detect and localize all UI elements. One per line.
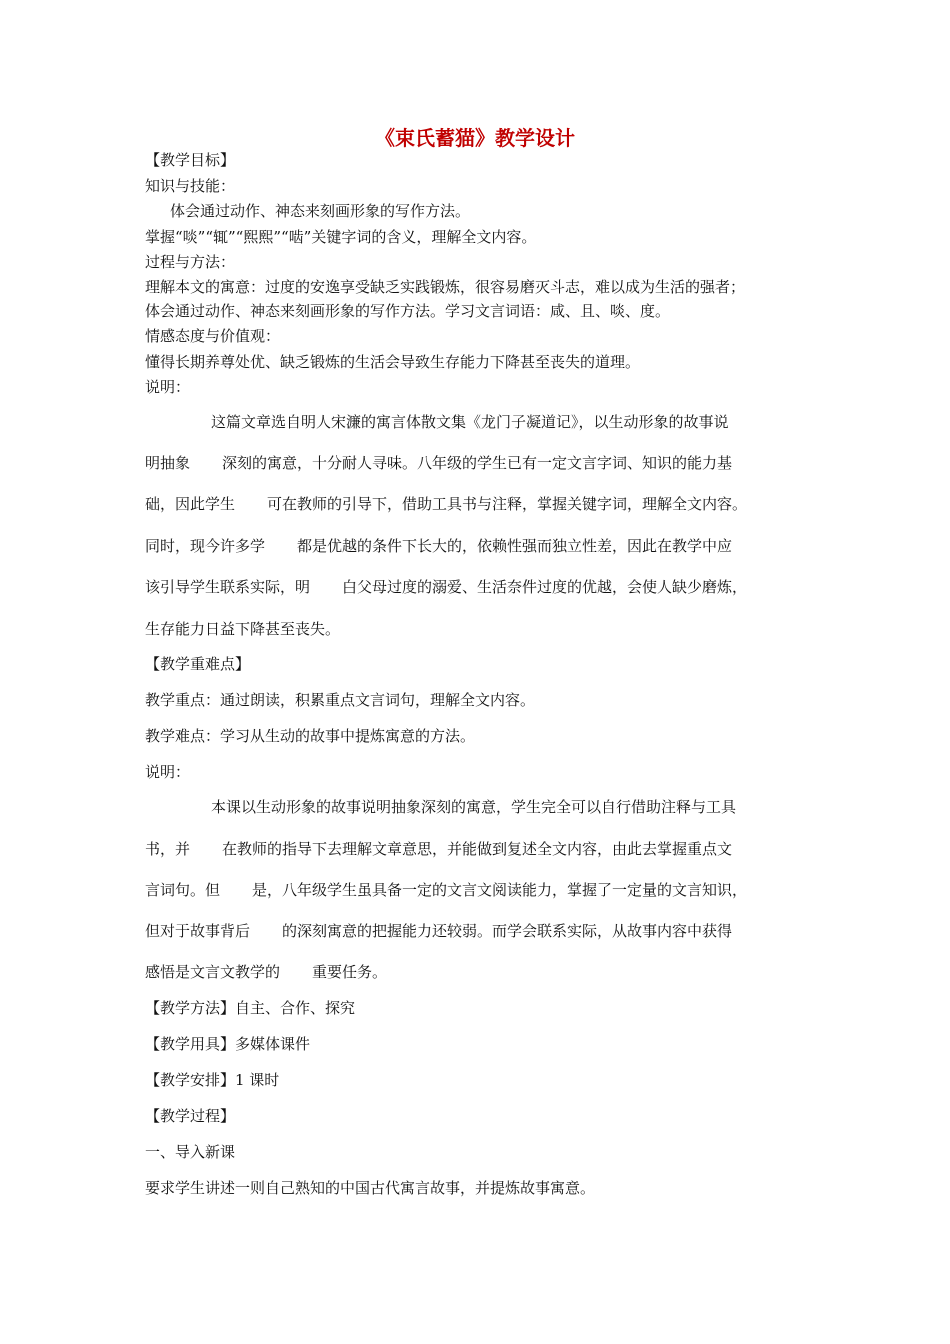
objectives-heading: 【教学目标】 [145, 151, 236, 169]
process-line: 体会通过动作、神态来刻画形象的写作方法。学习文言词语：咸、且、啖、度。 [145, 302, 671, 320]
tools-line: 【教学用具】多媒体课件 [145, 1035, 311, 1053]
note-line: 书，并 在教师的指导下去理解文章意思，并能做到复述全文内容，由此去掌握重点文 [145, 840, 733, 858]
process-label: 过程与方法： [145, 253, 236, 271]
note-line: 础，因此学生 可在教师的引导下，借助工具书与注释，掌握关键字词，理解全文内容。 [145, 495, 748, 513]
emotion-line: 懂得长期养尊处优、缺乏锻炼的生活会导致生存能力下降甚至丧失的道理。 [145, 353, 641, 371]
knowledge-line: 掌握“啖”“辄”“熙熙”“啮”关键字词的含义，理解全文内容。 [145, 228, 537, 246]
note-line: 该引导学生联系实际，明 白父母过度的溺爱、生活奈件过度的优越，会使人缺少磨炼， [145, 578, 748, 596]
schedule-line: 【教学安排】1 课时 [145, 1071, 280, 1089]
note-line: 感悟是文言文教学的 重要任务。 [145, 963, 388, 981]
key-points-heading: 【教学重难点】 [145, 655, 251, 673]
knowledge-label: 知识与技能： [145, 177, 236, 195]
process-line: 理解本文的寓意：过度的安逸享受缺乏实践锻炼，很容易磨灭斗志，难以成为生活的强者； [145, 278, 746, 296]
difficulty-line: 教学难点：学习从生动的故事中提炼寓意的方法。 [145, 727, 476, 745]
note-line: 言词句。但 是，八年级学生虽具备一定的文言文阅读能力，掌握了一定量的文言知识， [145, 881, 748, 899]
note-line: 这篇文章选自明人宋濂的寓言体散文集《龙门子凝道记》，以生动形象的故事说 [211, 413, 729, 431]
method-line: 【教学方法】自主、合作、探究 [145, 999, 356, 1017]
note-line: 生存能力日益下降甚至丧失。 [145, 620, 341, 638]
note-line: 同时，现今许多学 都是优越的条件下长大的，依赖性强而独立性差，因此在教学中应 [145, 537, 733, 555]
document-title: 《束氏蓄猫》教学设计 [375, 126, 575, 150]
note-label: 说明： [145, 378, 191, 396]
process-heading: 【教学过程】 [145, 1107, 236, 1125]
emotion-label: 情感态度与价值观： [145, 327, 281, 345]
note-label: 说明： [145, 763, 191, 781]
focus-line: 教学重点：通过朗读，积累重点文言词句，理解全文内容。 [145, 691, 536, 709]
step-title: 一、导入新课 [145, 1143, 236, 1161]
note-line: 但对于故事背后 的深刻寓意的把握能力还较弱。而学会联系实际，从故事内容中获得 [145, 922, 733, 940]
knowledge-line: 体会通过动作、神态来刻画形象的写作方法。 [170, 202, 471, 220]
step-text: 要求学生讲述一则自己熟知的中国古代寓言故事，并提炼故事寓意。 [145, 1179, 596, 1197]
note-line: 明抽象 深刻的寓意，十分耐人寻味。八年级的学生已有一定文言字词、知识的能力基 [145, 454, 733, 472]
note-line: 本课以生动形象的故事说明抽象深刻的寓意，学生完全可以自行借助注释与工具 [211, 798, 737, 816]
